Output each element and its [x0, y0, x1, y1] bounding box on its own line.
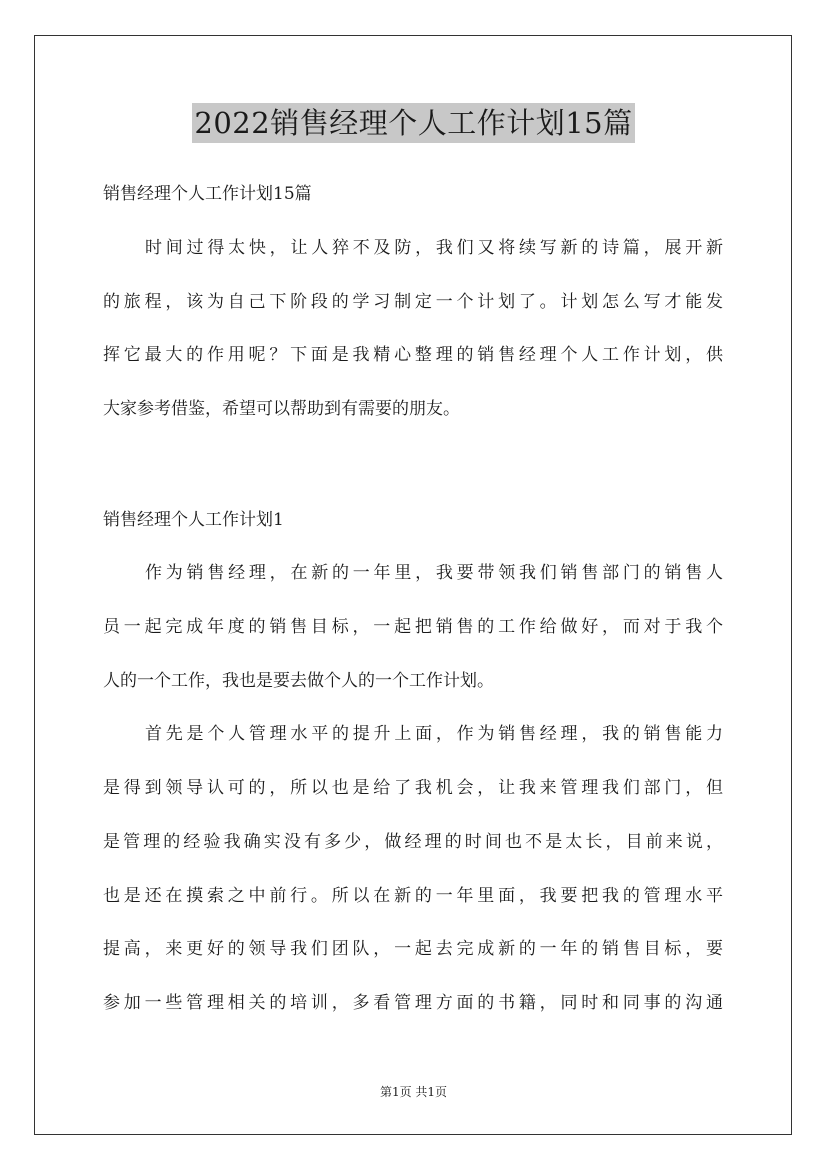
- paragraph-line: 人的一个工作，我也是要去做个人的一个工作计划。: [103, 671, 494, 691]
- paragraph-line: 也是还在摸索之中前行。所以在新的一年里面，我要把我的管理水平: [103, 886, 723, 906]
- document-title-text: 2022销售经理个人工作计划15篇: [192, 103, 634, 143]
- paragraph-line: 参加一些管理相关的培训，多看管理方面的书籍，同时和同事的沟通: [103, 993, 723, 1013]
- intro-line: 挥它最大的作用呢？下面是我精心整理的销售经理个人工作计划，供: [103, 345, 723, 365]
- paragraph-line: 首先是个人管理水平的提升上面，作为销售经理，我的销售能力: [145, 724, 723, 744]
- intro-line: 大家参考借鉴，希望可以帮助到有需要的朋友。: [103, 399, 460, 419]
- paragraph-line: 提高，来更好的领导我们团队，一起去完成新的一年的销售目标，要: [103, 939, 723, 959]
- section-heading: 销售经理个人工作计划1: [103, 510, 284, 530]
- paragraph-line: 是得到领导认可的，所以也是给了我机会，让我来管理我们部门，但: [103, 778, 723, 798]
- paragraph-line: 作为销售经理，在新的一年里，我要带领我们销售部门的销售人: [145, 563, 723, 583]
- document-title: [0, 103, 827, 143]
- intro-line: 的旅程，该为自己下阶段的学习制定一个计划了。计划怎么写才能发: [103, 292, 723, 312]
- paragraph-line: 员一起完成年度的销售目标，一起把销售的工作给做好，而对于我个: [103, 617, 723, 637]
- intro-line: 时间过得太快，让人猝不及防，我们又将续写新的诗篇，展开新: [145, 238, 723, 258]
- paragraph-line: 是管理的经验我确实没有多少，做经理的时间也不是太长，目前来说，: [103, 832, 723, 852]
- document-subtitle: 销售经理个人工作计划15篇: [103, 184, 312, 204]
- page-number-footer: 第1页 共1页: [379, 1085, 448, 1099]
